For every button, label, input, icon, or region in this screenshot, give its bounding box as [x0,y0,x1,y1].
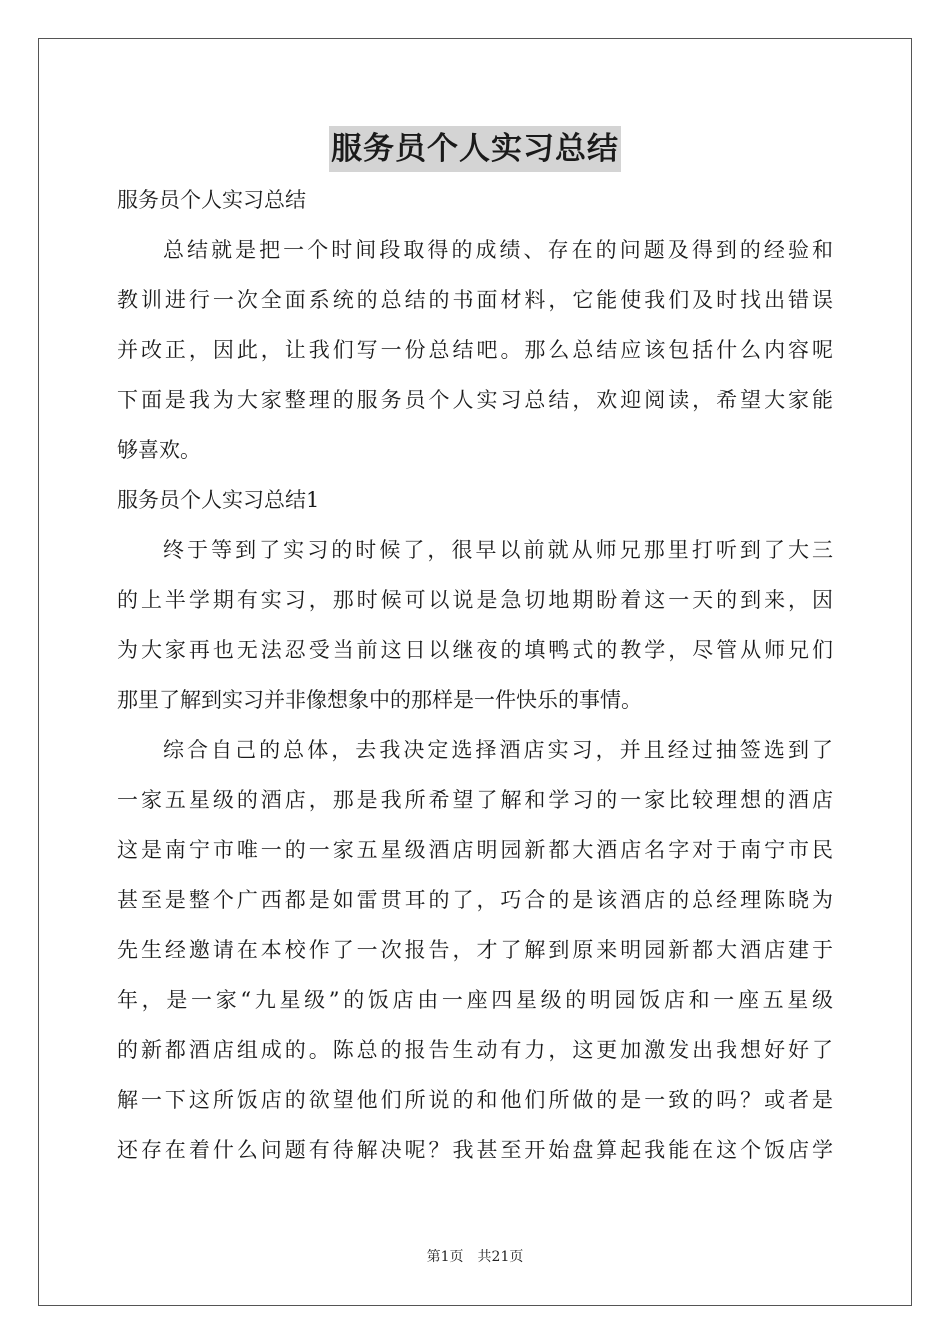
section-heading: 服务员个人实习总结1 [117,488,320,512]
paragraph-line: 这是南宁市唯一的一家五星级酒店明园新都大酒店名字对于南宁市民 [117,838,833,862]
paragraph-line: 终于等到了实习的时候了，很早以前就从师兄那里打听到了大三 [163,538,833,562]
document-title: 服务员个人实习总结 [329,126,621,172]
paragraph-line: 甚至是整个广西都是如雷贯耳的了，巧合的是该酒店的总经理陈晓为 [117,888,833,912]
paragraph-line: 为大家再也无法忍受当前这日以继夜的填鸭式的教学，尽管从师兄们 [117,638,833,662]
paragraph-line: 先生经邀请在本校作了一次报告，才了解到原来明园新都大酒店建于 [117,938,833,962]
subtitle-line: 服务员个人实习总结 [117,188,306,212]
paragraph-line: 那里了解到实习并非像想象中的那样是一件快乐的事情。 [117,688,642,712]
paragraph-line: 综合自己的总体，去我决定选择酒店实习，并且经过抽签选到了 [163,738,833,762]
page-total: 共21页 [477,1249,524,1265]
paragraph-line: 年，是一家“九星级”的饭店由一座四星级的明园饭店和一座五星级 [117,988,833,1012]
title-container [0,126,950,172]
paragraph-line: 的上半学期有实习，那时候可以说是急切地期盼着这一天的到来，因 [117,588,833,612]
intro-line: 够喜欢。 [117,438,201,462]
paragraph-line: 解一下这所饭店的欲望他们所说的和他们所做的是一致的吗？或者是 [117,1088,833,1112]
page-footer [0,1246,950,1266]
intro-line: 教训进行一次全面系统的总结的书面材料，它能使我们及时找出错误 [117,288,833,312]
document-body [117,175,833,1175]
intro-line: 下面是我为大家整理的服务员个人实习总结，欢迎阅读，希望大家能 [117,388,833,412]
paragraph-line: 的新都酒店组成的。陈总的报告生动有力，这更加激发出我想好好了 [117,1038,833,1062]
paragraph-line: 还存在着什么问题有待解决呢？我甚至开始盘算起我能在这个饭店学 [117,1138,833,1162]
intro-line: 总结就是把一个时间段取得的成绩、存在的问题及得到的经验和 [163,238,833,262]
page-number: 第1页 [426,1249,464,1265]
paragraph-line: 一家五星级的酒店，那是我所希望了解和学习的一家比较理想的酒店 [117,788,833,812]
intro-line: 并改正，因此，让我们写一份总结吧。那么总结应该包括什么内容呢 [117,338,833,362]
